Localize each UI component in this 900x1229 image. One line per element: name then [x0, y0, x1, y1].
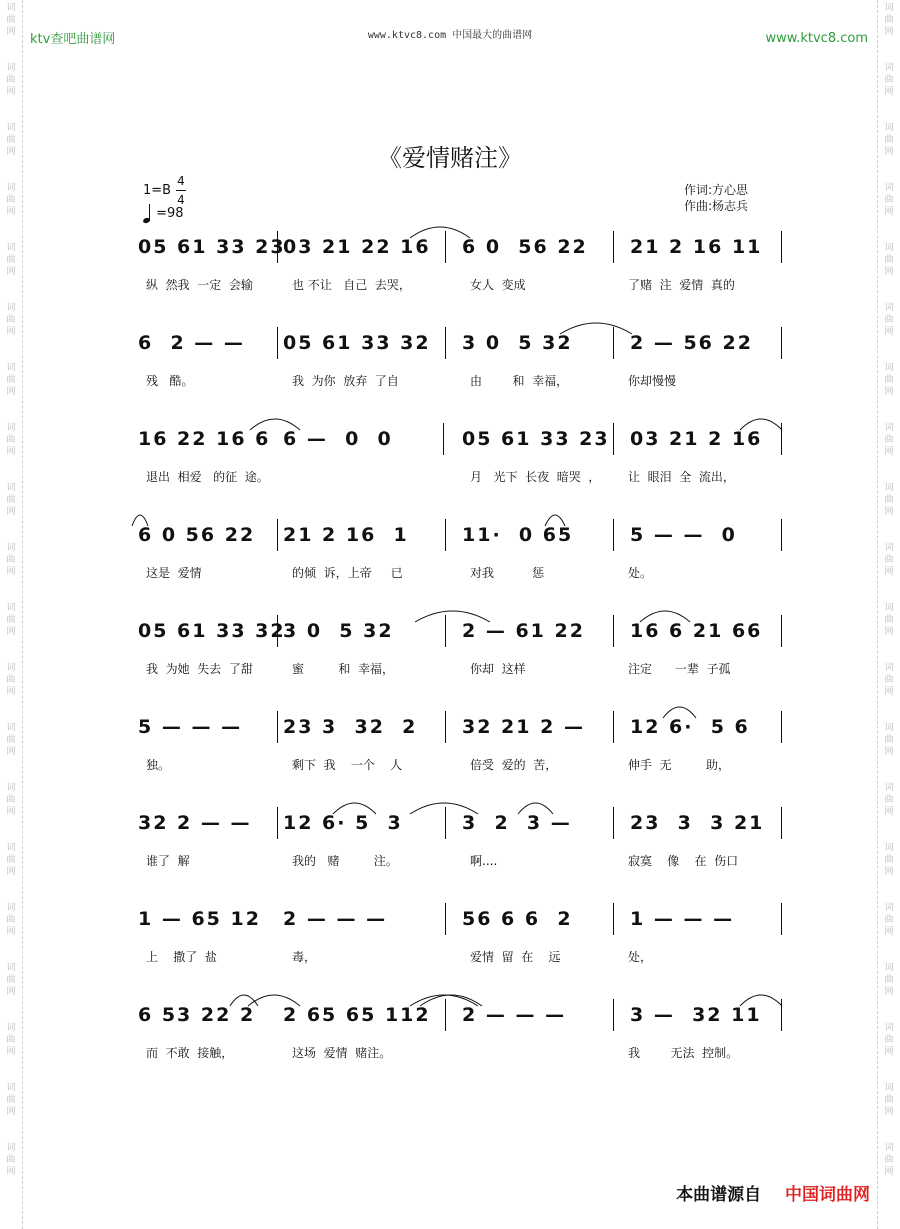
measure: 2 — — —: [283, 908, 388, 930]
measure: 6 0 56 22: [462, 236, 588, 258]
footer-source-label: 本曲谱源自: [676, 1185, 762, 1205]
lyric-line: 对我 惩: [470, 566, 545, 580]
measure: 1 — — —: [630, 908, 735, 930]
tie-arc: [545, 515, 565, 526]
watermark-text: 词 曲 网: [884, 1023, 894, 1057]
measure: 16 6 21 66: [630, 620, 763, 642]
credits: [684, 182, 748, 214]
measure: 56 6 6 2: [462, 908, 573, 930]
watermark-text: 词 曲 网: [6, 663, 16, 697]
notes-row: [0, 900, 900, 940]
lyric-line: 我 无法 控制。: [628, 1046, 739, 1060]
watermark-text: 词 曲 网: [884, 1083, 894, 1117]
measure: 2 65 65 112: [283, 1004, 431, 1026]
tie-arc: [415, 611, 490, 622]
lyric-line: 的倾 诉，上帝 已: [292, 566, 403, 580]
ties-layer: [0, 886, 900, 916]
watermark-text: 词 曲 网: [884, 303, 894, 337]
measure: 32 21 2 —: [462, 716, 585, 738]
measure: 11· 0 65: [462, 524, 574, 546]
notes-row: [0, 420, 900, 460]
measure: 3 — 32 11: [630, 1004, 762, 1026]
lyric-line: 伸手 无 助，: [628, 758, 730, 772]
watermark-text: 词 曲 网: [6, 843, 16, 877]
ties-layer: [0, 214, 900, 244]
watermark-text: 词 曲 网: [6, 963, 16, 997]
tie-arc: [250, 419, 300, 430]
lyric-line: 退出 相爱 的征 途。: [146, 470, 269, 484]
lyric-line: 纵 然我 一定 会输: [146, 278, 253, 292]
watermark-text: 词 曲 网: [884, 723, 894, 757]
measure: 2 — — —: [462, 1004, 567, 1026]
watermark-text: 词 曲 网: [6, 723, 16, 757]
watermark-text: 词 曲 网: [6, 903, 16, 937]
lyric-line: 蜜 和 幸福，: [292, 662, 394, 676]
watermark-text: 词 曲 网: [884, 603, 894, 637]
watermark-text: 词 曲 网: [884, 63, 894, 97]
key-signature: 1=B: [143, 183, 172, 198]
composer-credit: 作曲:杨志兵: [684, 199, 749, 213]
ties-layer: [0, 982, 900, 1012]
notes-row: [0, 324, 900, 364]
tempo-value: =98: [156, 206, 184, 221]
tie-arc: [560, 323, 632, 334]
ties-layer: [0, 790, 900, 820]
measure: 12 6· 5 6: [630, 716, 750, 738]
lyric-line: 毒，: [292, 950, 317, 964]
ties-layer: [0, 406, 900, 436]
tie-arc: [663, 707, 696, 718]
lyric-line: 剩下 我 一个 人: [292, 758, 403, 772]
notes-row: [0, 612, 900, 652]
watermark-text: 词 曲 网: [6, 543, 16, 577]
measure: 21 2 16 11: [630, 236, 763, 258]
measure: 1 — 65 12: [138, 908, 261, 930]
ties-layer: [0, 502, 900, 532]
lyric-line: 了赌 注 爱情 真的: [628, 278, 735, 292]
lyric-line: 啊....: [470, 854, 498, 868]
tie-arc: [248, 995, 300, 1006]
lyric-line: 我 为她 失去 了甜: [146, 662, 253, 676]
watermark-text: 词 曲 网: [6, 603, 16, 637]
watermark-text: 词 曲 网: [6, 1083, 16, 1117]
footer-source: [676, 1180, 870, 1205]
lyric-line: 女人 变成: [470, 278, 526, 292]
tie-arc: [640, 611, 690, 622]
measure: 2 — 61 22: [462, 620, 585, 642]
watermark-text: 词 曲 网: [6, 483, 16, 517]
tie-arc: [132, 515, 148, 526]
measure: 05 61 33 32: [138, 620, 286, 642]
lyric-line: 让 眼泪 全 流出，: [628, 470, 735, 484]
watermark-text: 词 曲 网: [6, 3, 16, 37]
lyric-line: 寂寞 像 在 伤口: [628, 854, 739, 868]
watermark-text: 词 曲 网: [6, 303, 16, 337]
watermark-text: 词 曲 网: [884, 183, 894, 217]
watermark-text: 词 曲 网: [6, 1143, 16, 1177]
tie-arc: [410, 227, 470, 238]
measure: 05 61 33 32: [283, 332, 431, 354]
lyric-line: 这场 爱情 赌注。: [292, 1046, 392, 1060]
lyric-line: 也 不让 自己 去哭，: [292, 278, 411, 292]
watermark-text: 词 曲 网: [884, 1143, 894, 1177]
notes-row: [0, 516, 900, 556]
watermark-text: 词 曲 网: [884, 543, 894, 577]
header-center-site-url[interactable]: www.ktvc8.com 中国最大的曲谱网: [367, 30, 533, 41]
meter-bottom: 4: [177, 193, 185, 207]
lyric-line: 处。: [628, 566, 653, 580]
lyric-line: 爱情 留 在 远: [470, 950, 561, 964]
tie-arc: [410, 803, 478, 814]
measure: 6 — 0 0: [283, 428, 393, 450]
watermark-text: 词 曲 网: [6, 243, 16, 277]
song-title: 《爱情赌注》: [378, 144, 522, 172]
lyric-line: 上 撒了 盐: [146, 950, 217, 964]
watermark-text: 词 曲 网: [6, 423, 16, 457]
watermark-text: 词 曲 网: [884, 423, 894, 457]
measure: 23 3 3 21: [630, 812, 765, 834]
footer-source-site[interactable]: 中国词曲网: [785, 1185, 870, 1205]
meter-top: 4: [177, 174, 185, 188]
watermark-text: 词 曲 网: [6, 363, 16, 397]
lyric-line: 残 酷。: [146, 374, 194, 388]
measure: 16 22 16 6: [138, 428, 271, 450]
watermark-text: 词 曲 网: [884, 243, 894, 277]
measure: 6 53 22 2: [138, 1004, 256, 1026]
tie-arc: [518, 803, 553, 814]
measure: 03 21 22 16: [283, 236, 431, 258]
measure: 5 — — 0: [630, 524, 737, 546]
lyric-line: 这是 爱情: [146, 566, 202, 580]
notes-row: [0, 996, 900, 1036]
watermark-text: 词 曲 网: [884, 3, 894, 37]
measure: 2 — 56 22: [630, 332, 753, 354]
tie-arc: [230, 995, 258, 1006]
lyric-line: 独。: [146, 758, 171, 772]
notes-row: [0, 804, 900, 844]
measure: 12 6· 5 3: [283, 812, 403, 834]
ties-layer: [0, 310, 900, 340]
lyric-line: 你却慢慢: [628, 374, 677, 388]
lyric-line: 由 和 幸福，: [470, 374, 569, 388]
ties-layer: [0, 694, 900, 724]
header-right-site-url[interactable]: www.ktvc8.com: [765, 31, 868, 46]
tie-arc: [410, 995, 478, 1006]
watermark-text: 词 曲 网: [884, 903, 894, 937]
watermark-text: 词 曲 网: [884, 123, 894, 157]
lyricist-credit: 作词:方心思: [684, 183, 749, 197]
measure: 23 3 32 2: [283, 716, 418, 738]
lyric-line: 月 光下 长夜 暗哭 ，: [470, 470, 601, 484]
watermark-text: 词 曲 网: [6, 123, 16, 157]
watermark-text: 词 曲 网: [884, 363, 894, 397]
watermark-text: 词 曲 网: [6, 1023, 16, 1057]
lyric-line: 注定 一辈 子孤: [628, 662, 731, 676]
watermark-text: 词 曲 网: [6, 63, 16, 97]
measure: 3 2 3 —: [462, 812, 572, 834]
watermark-text: 词 曲 网: [884, 843, 894, 877]
measure: 05 61 33 23: [138, 236, 286, 258]
measure: 3 0 5 32: [462, 332, 573, 354]
watermark-text: 词 曲 网: [884, 663, 894, 697]
tie-arc: [333, 803, 376, 814]
lyric-line: 我的 赌 注。: [292, 854, 398, 868]
lyric-line: 而 不敢 接触，: [146, 1046, 234, 1060]
watermark-text: 词 曲 网: [884, 963, 894, 997]
lyric-line: 倍受 爱的 苦，: [470, 758, 558, 772]
lyric-line: 你却 这样: [470, 662, 526, 676]
watermark-text: 词 曲 网: [6, 783, 16, 817]
notes-row: [0, 708, 900, 748]
watermark-text: 词 曲 网: [6, 183, 16, 217]
tie-arc: [740, 995, 782, 1006]
ties-layer: [0, 598, 900, 628]
lyric-line: 我 为你 放弃 了自: [292, 374, 399, 388]
measure: 21 2 16 1: [283, 524, 409, 546]
measure: 3 0 5 32: [283, 620, 394, 642]
tie-arc: [740, 419, 782, 430]
measure: 05 61 33 23: [462, 428, 610, 450]
measure: 32 2 — —: [138, 812, 252, 834]
measure: 6 2 — —: [138, 332, 245, 354]
measure: 6 0 56 22: [138, 524, 256, 546]
lyric-line: 谁了 解: [146, 854, 190, 868]
measure: 03 21 2 16: [630, 428, 763, 450]
notes-row: [0, 228, 900, 268]
watermark-text: 词 曲 网: [884, 483, 894, 517]
measure: 5 — — —: [138, 716, 243, 738]
header-left-site-name[interactable]: ktv查吧曲谱网: [30, 32, 116, 47]
watermark-text: 词 曲 网: [884, 783, 894, 817]
lyric-line: 处，: [628, 950, 653, 964]
